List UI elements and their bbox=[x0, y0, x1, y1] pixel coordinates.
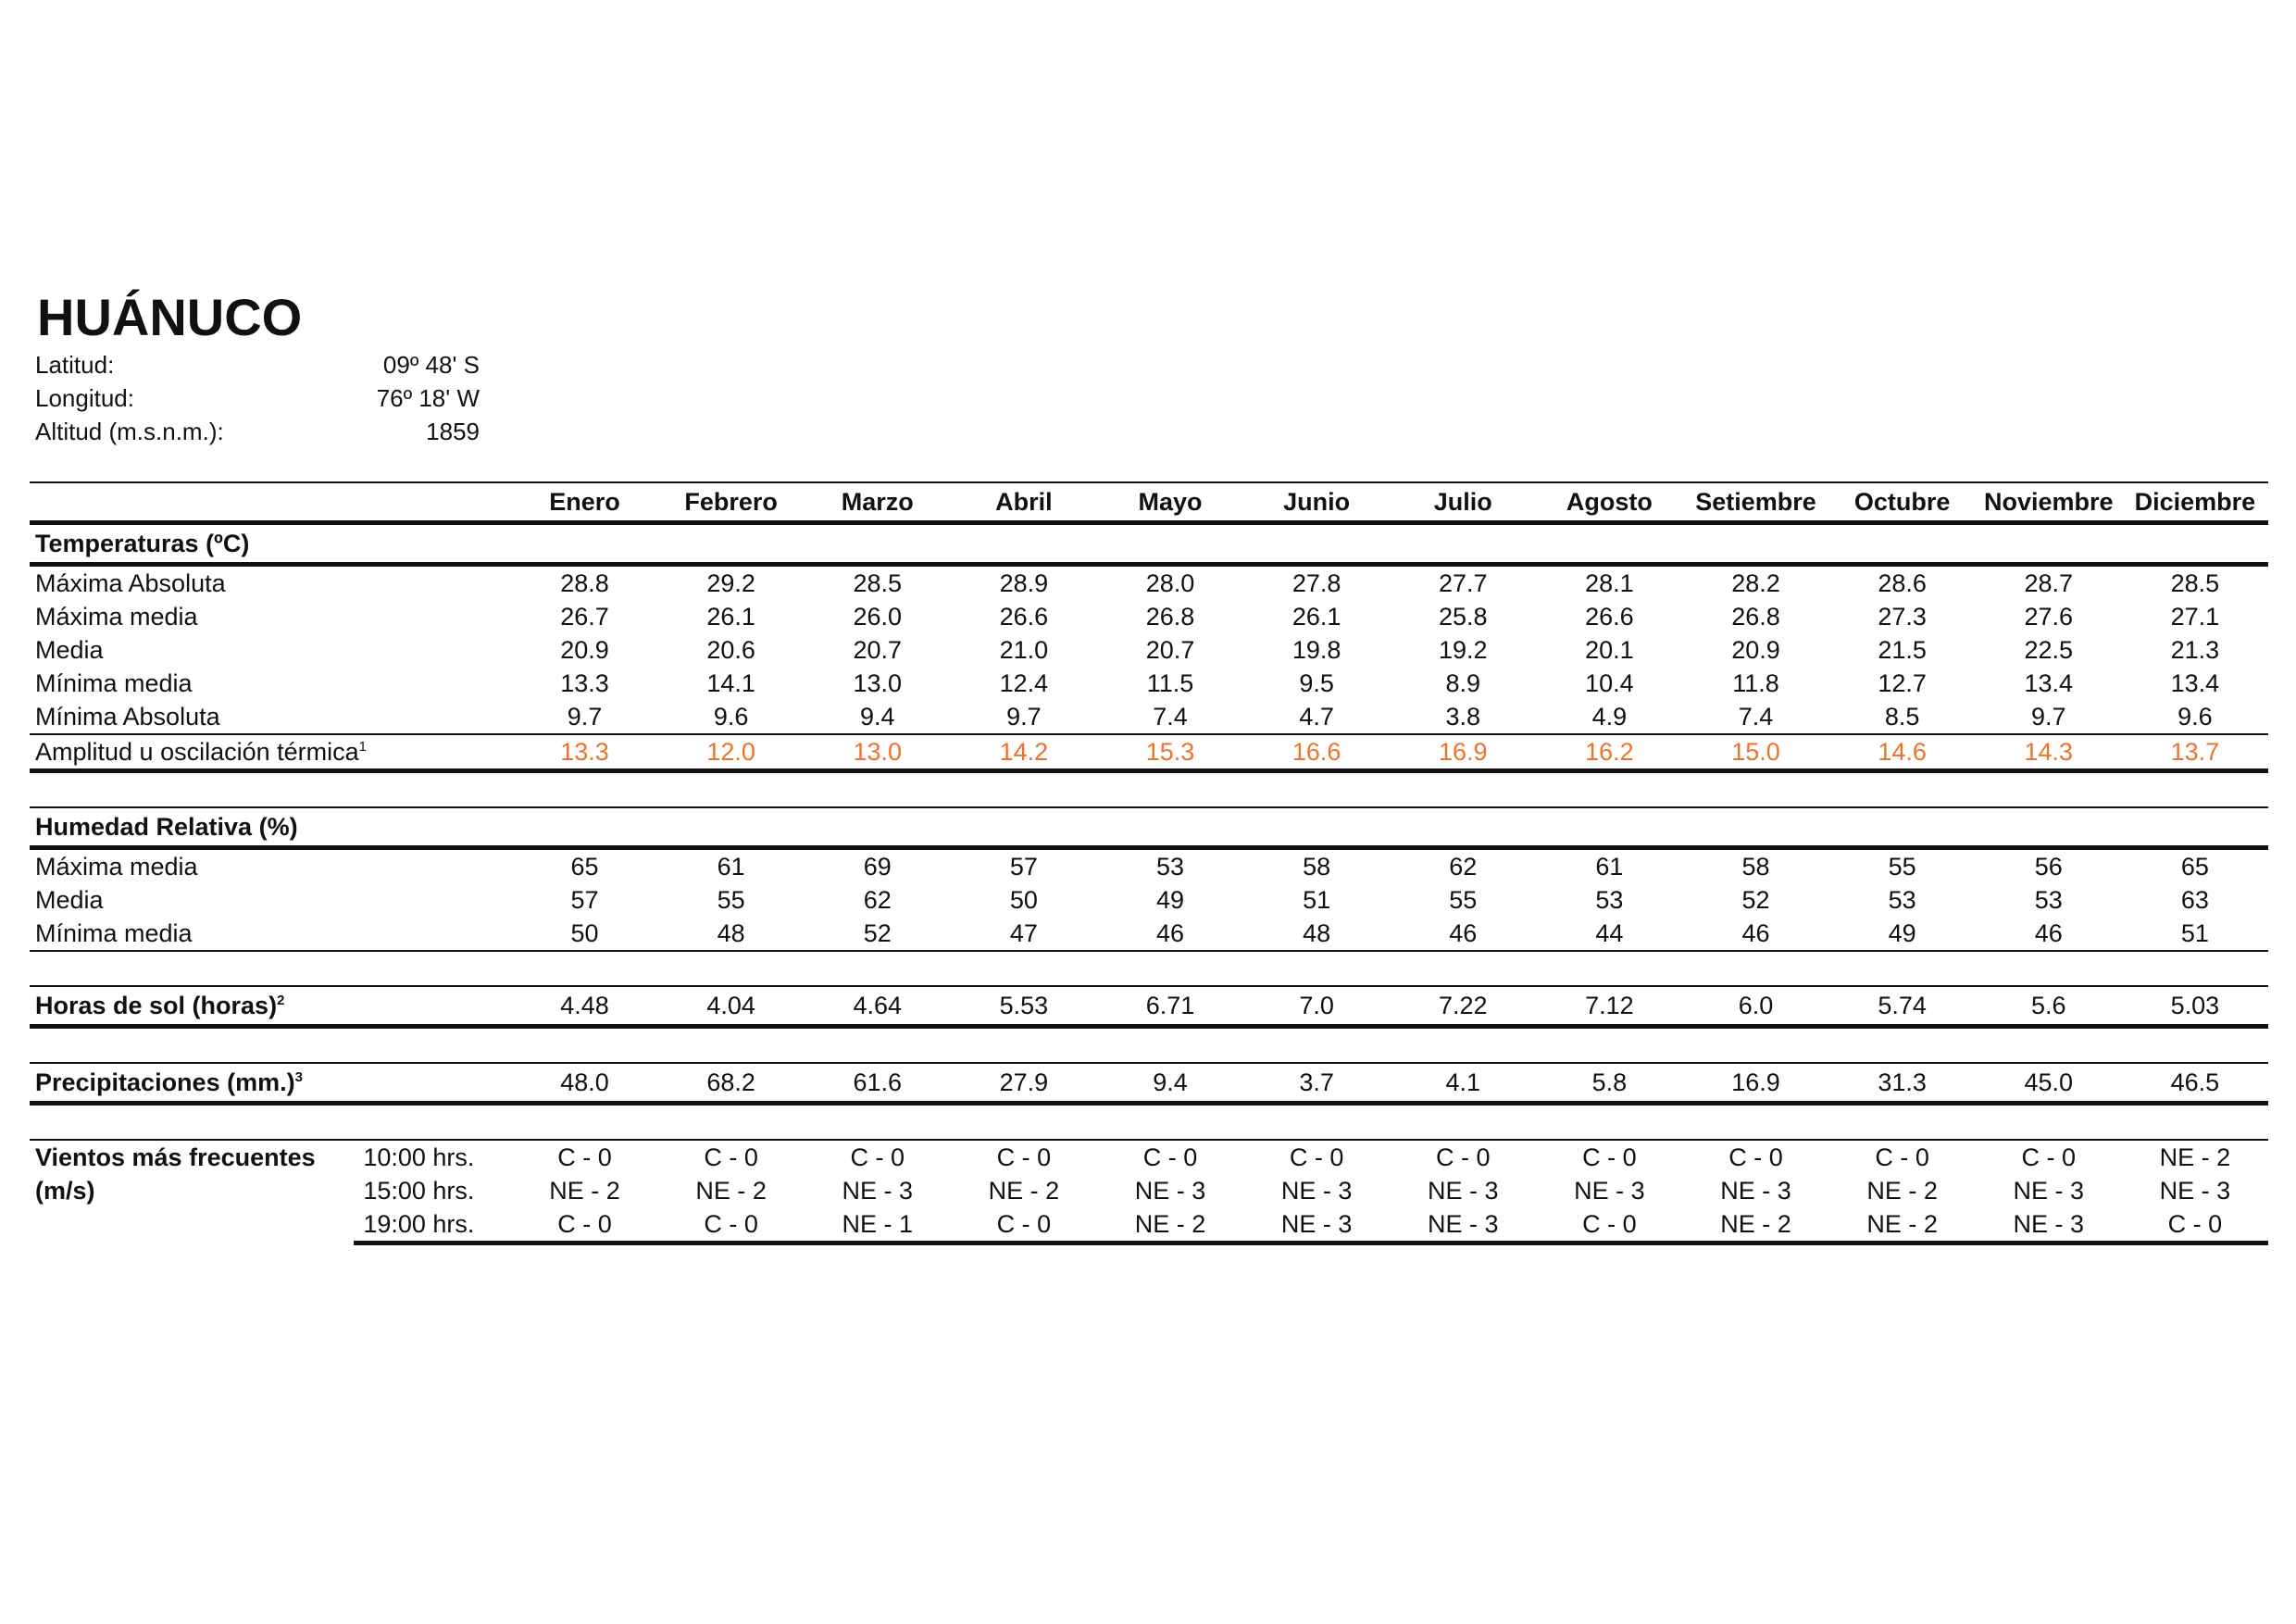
wind-value-mayo: NE - 2 bbox=[1097, 1207, 1243, 1243]
wind-value-diciembre: NE - 3 bbox=[2159, 1177, 2231, 1205]
amplitude-value-agosto: 16.2 bbox=[1536, 734, 1682, 771]
month-header: Diciembre bbox=[2122, 482, 2268, 523]
temperature-value-febrero: 29.2 bbox=[658, 565, 805, 601]
wind-time: 10:00 hrs. bbox=[354, 1140, 511, 1174]
month-header: Marzo bbox=[805, 482, 951, 523]
wind-value-junio: NE - 3 bbox=[1243, 1207, 1390, 1243]
wind-value-enero: C - 0 bbox=[511, 1207, 657, 1243]
temperature-value-enero: 28.8 bbox=[511, 565, 657, 601]
humidity-row bbox=[30, 917, 2268, 951]
precipitation-value-octubre: 31.3 bbox=[1829, 1063, 1976, 1104]
temperature-value-abril: 21.0 bbox=[999, 636, 1049, 664]
precipitation-row bbox=[30, 1063, 2268, 1104]
humidity-value-octubre: 53 bbox=[1888, 886, 1916, 914]
wind-value-diciembre: NE - 2 bbox=[2122, 1140, 2268, 1174]
humidity-value-setiembre: 58 bbox=[1682, 848, 1828, 884]
amplitude-value-julio: 16.9 bbox=[1390, 734, 1536, 771]
humidity-section-header bbox=[30, 807, 2268, 848]
precipitation-value-julio: 4.1 bbox=[1390, 1063, 1536, 1104]
latitude-label: Latitud: bbox=[35, 351, 115, 379]
temperature-value-enero: 26.7 bbox=[560, 603, 609, 631]
wind-value-abril: C - 0 bbox=[951, 1140, 1097, 1174]
temperature-value-diciembre: 9.6 bbox=[2177, 703, 2213, 731]
temperature-value-marzo: 26.0 bbox=[853, 603, 903, 631]
precipitation-value-febrero: 68.2 bbox=[658, 1063, 805, 1104]
humidity-value-octubre: 55 bbox=[1829, 848, 1976, 884]
humidity-value-febrero: 55 bbox=[717, 886, 745, 914]
temperature-value-julio: 19.2 bbox=[1438, 636, 1488, 664]
wind-value-setiembre: NE - 2 bbox=[1682, 1207, 1828, 1243]
temperature-value-noviembre: 27.6 bbox=[2024, 603, 2074, 631]
wind-value-mayo: C - 0 bbox=[1097, 1140, 1243, 1174]
sunshine-value-agosto: 7.12 bbox=[1536, 986, 1682, 1027]
humidity-value-diciembre: 63 bbox=[2180, 886, 2209, 914]
precipitation-label-note: 3 bbox=[294, 1069, 303, 1085]
sunshine-label bbox=[30, 986, 511, 1027]
amplitude-value-mayo: 15.3 bbox=[1097, 734, 1243, 771]
amplitude-row bbox=[30, 734, 2268, 771]
spacer-cell bbox=[30, 771, 2268, 808]
humidity-value-setiembre: 46 bbox=[1682, 917, 1828, 951]
longitude-label: Longitud: bbox=[35, 384, 134, 412]
sunshine-value-enero: 4.48 bbox=[511, 986, 657, 1027]
temperature-value-diciembre: 13.4 bbox=[2170, 669, 2220, 697]
temperature-value-junio: 27.8 bbox=[1243, 565, 1390, 601]
month-header: Julio bbox=[1390, 482, 1536, 523]
temperature-value-setiembre: 11.8 bbox=[1732, 669, 1779, 697]
precipitation-value-marzo: 61.6 bbox=[805, 1063, 951, 1104]
month-header: Noviembre bbox=[1976, 482, 2122, 523]
temperature-value-junio: 19.8 bbox=[1292, 636, 1341, 664]
altitude-value: 1859 bbox=[426, 418, 480, 445]
wind-value-junio: C - 0 bbox=[1243, 1140, 1390, 1174]
wind-value-setiembre: C - 0 bbox=[1682, 1140, 1828, 1174]
temperature-row bbox=[30, 667, 2268, 700]
temperature-value-marzo: 13.0 bbox=[853, 669, 903, 697]
temperature-value-abril: 26.6 bbox=[999, 603, 1049, 631]
humidity-value-julio: 55 bbox=[1449, 886, 1478, 914]
humidity-value-mayo: 53 bbox=[1097, 848, 1243, 884]
temperature-value-agosto: 20.1 bbox=[1585, 636, 1634, 664]
temperature-row-label bbox=[30, 600, 511, 633]
humidity-value-noviembre: 46 bbox=[1976, 917, 2122, 951]
temperature-row-label bbox=[30, 565, 511, 601]
temperature-value-mayo: 20.7 bbox=[1145, 636, 1195, 664]
temperature-row-label bbox=[30, 633, 511, 667]
humidity-row bbox=[30, 883, 2268, 917]
humidity-row-label-text: Media bbox=[35, 886, 104, 914]
amplitude-value-noviembre: 14.3 bbox=[1976, 734, 2122, 771]
sunshine-value-febrero: 4.04 bbox=[658, 986, 805, 1027]
wind-value-marzo: C - 0 bbox=[805, 1140, 951, 1174]
sunshine-value-marzo: 4.64 bbox=[805, 986, 951, 1027]
temperature-value-setiembre: 7.4 bbox=[1738, 703, 1774, 731]
wind-value-octubre: C - 0 bbox=[1829, 1140, 1976, 1174]
wind-row bbox=[30, 1140, 2268, 1174]
humidity-value-enero: 57 bbox=[570, 886, 599, 914]
wind-row bbox=[30, 1174, 2268, 1207]
month-header: Setiembre bbox=[1682, 482, 1828, 523]
month-header: Mayo bbox=[1097, 482, 1243, 523]
wind-value-julio: C - 0 bbox=[1390, 1140, 1536, 1174]
humidity-value-octubre: 49 bbox=[1829, 917, 1976, 951]
wind-value-marzo: NE - 3 bbox=[842, 1177, 913, 1205]
amplitude-label bbox=[30, 734, 511, 771]
temperature-value-abril: 9.7 bbox=[1006, 703, 1042, 731]
temperature-value-enero: 20.9 bbox=[560, 636, 609, 664]
humidity-row-label bbox=[30, 848, 511, 884]
temperature-value-mayo: 28.0 bbox=[1097, 565, 1243, 601]
precipitation-value-enero: 48.0 bbox=[511, 1063, 657, 1104]
sunshine-value-setiembre: 6.0 bbox=[1682, 986, 1828, 1027]
precipitation-value-noviembre: 45.0 bbox=[1976, 1063, 2122, 1104]
sunshine-row bbox=[30, 986, 2268, 1027]
month-header: Abril bbox=[951, 482, 1097, 523]
sunshine-value-diciembre: 5.03 bbox=[2122, 986, 2268, 1027]
humidity-value-abril: 50 bbox=[1009, 886, 1038, 914]
sunshine-label-text: Horas de sol (horas) bbox=[35, 992, 278, 1019]
amplitude-value-marzo: 13.0 bbox=[805, 734, 951, 771]
temperature-value-abril: 12.4 bbox=[999, 669, 1049, 697]
precipitation-value-setiembre: 16.9 bbox=[1682, 1063, 1828, 1104]
humidity-row-label bbox=[30, 917, 511, 951]
humidity-value-setiembre: 52 bbox=[1741, 886, 1770, 914]
latitude-row bbox=[35, 348, 480, 381]
altitude-label: Altitud (m.s.n.m.): bbox=[35, 418, 224, 445]
temperature-value-febrero: 14.1 bbox=[706, 669, 755, 697]
wind-value-enero: C - 0 bbox=[511, 1140, 657, 1174]
precipitation-value-abril: 27.9 bbox=[951, 1063, 1097, 1104]
temperature-value-abril: 28.9 bbox=[951, 565, 1097, 601]
temperature-row-label-text: Máxima Absoluta bbox=[35, 569, 226, 597]
humidity-value-agosto: 53 bbox=[1595, 886, 1624, 914]
humidity-value-abril: 47 bbox=[951, 917, 1097, 951]
wind-time: 15:00 hrs. bbox=[363, 1177, 475, 1205]
amplitude-value-octubre: 14.6 bbox=[1829, 734, 1976, 771]
temperature-value-julio: 3.8 bbox=[1445, 703, 1480, 731]
temperature-value-diciembre: 27.1 bbox=[2170, 603, 2220, 631]
temperature-row-label bbox=[30, 700, 511, 734]
temperature-section-header bbox=[30, 523, 2268, 565]
location-info bbox=[35, 348, 480, 448]
wind-value-julio: NE - 3 bbox=[1427, 1177, 1499, 1205]
temperature-value-noviembre: 22.5 bbox=[2024, 636, 2074, 664]
temperature-value-diciembre: 28.5 bbox=[2122, 565, 2268, 601]
temperature-value-octubre: 21.5 bbox=[1878, 636, 1927, 664]
temperature-value-enero: 13.3 bbox=[560, 669, 609, 697]
station-title: HUÁNUCO bbox=[37, 288, 303, 346]
temperature-value-noviembre: 9.7 bbox=[2030, 703, 2066, 731]
month-header: Agosto bbox=[1536, 482, 1682, 523]
humidity-value-julio: 62 bbox=[1390, 848, 1536, 884]
amplitude-value-junio: 16.6 bbox=[1243, 734, 1390, 771]
amplitude-value-setiembre: 15.0 bbox=[1682, 734, 1828, 771]
wind-value-febrero: C - 0 bbox=[658, 1140, 805, 1174]
temperature-value-setiembre: 20.9 bbox=[1731, 636, 1780, 664]
humidity-value-mayo: 49 bbox=[1155, 886, 1184, 914]
humidity-value-diciembre: 51 bbox=[2122, 917, 2268, 951]
temperature-value-marzo: 28.5 bbox=[805, 565, 951, 601]
wind-value-noviembre: NE - 3 bbox=[1976, 1207, 2122, 1243]
temperature-value-junio: 4.7 bbox=[1299, 703, 1334, 731]
temperature-value-agosto: 10.4 bbox=[1585, 669, 1634, 697]
temperature-value-octubre: 27.3 bbox=[1878, 603, 1927, 631]
temperature-value-setiembre: 26.8 bbox=[1731, 603, 1780, 631]
month-header-row bbox=[30, 482, 2268, 523]
temperature-value-agosto: 26.6 bbox=[1585, 603, 1634, 631]
month-header: Octubre bbox=[1829, 482, 1976, 523]
wind-value-noviembre: NE - 3 bbox=[2013, 1177, 2084, 1205]
wind-value-diciembre: C - 0 bbox=[2122, 1207, 2268, 1243]
amplitude-label-note: 1 bbox=[358, 739, 367, 755]
wind-value-febrero: C - 0 bbox=[658, 1207, 805, 1243]
wind-time: 19:00 hrs. bbox=[354, 1207, 511, 1243]
wind-value-setiembre: NE - 3 bbox=[1720, 1177, 1791, 1205]
temperature-value-noviembre: 28.7 bbox=[1976, 565, 2122, 601]
wind-label: Vientos más frecuentes (m/s) bbox=[30, 1140, 354, 1243]
temperature-value-febrero: 26.1 bbox=[706, 603, 755, 631]
temperature-value-diciembre: 21.3 bbox=[2170, 636, 2220, 664]
sunshine-value-noviembre: 5.6 bbox=[1976, 986, 2122, 1027]
temperature-row-label-text: Mínima Absoluta bbox=[35, 703, 220, 731]
temperature-value-agosto: 4.9 bbox=[1591, 703, 1628, 731]
spacer-cell bbox=[30, 1027, 2268, 1064]
temperature-value-mayo: 26.8 bbox=[1145, 603, 1195, 631]
temperature-value-octubre: 28.6 bbox=[1829, 565, 1976, 601]
humidity-value-marzo: 69 bbox=[805, 848, 951, 884]
temperature-value-noviembre: 13.4 bbox=[2024, 669, 2074, 697]
wind-value-agosto: C - 0 bbox=[1536, 1140, 1682, 1174]
amplitude-value-enero: 13.3 bbox=[511, 734, 657, 771]
wind-value-abril: NE - 2 bbox=[988, 1177, 1060, 1205]
humidity-row bbox=[30, 848, 2268, 884]
temperature-value-junio: 26.1 bbox=[1292, 603, 1341, 631]
precipitation-value-junio: 3.7 bbox=[1243, 1063, 1390, 1104]
temperature-row bbox=[30, 565, 2268, 601]
climate-table-wrapper bbox=[30, 481, 2268, 1245]
humidity-value-febrero: 61 bbox=[658, 848, 805, 884]
wind-value-agosto: NE - 3 bbox=[1574, 1177, 1645, 1205]
humidity-row-label-text: Mínima media bbox=[35, 919, 193, 947]
wind-value-febrero: NE - 2 bbox=[695, 1177, 767, 1205]
humidity-value-marzo: 52 bbox=[805, 917, 951, 951]
temperature-value-marzo: 20.7 bbox=[853, 636, 903, 664]
altitude-row bbox=[35, 415, 480, 448]
temperature-value-setiembre: 28.2 bbox=[1682, 565, 1828, 601]
temperature-row bbox=[30, 700, 2268, 734]
sunshine-value-julio: 7.22 bbox=[1390, 986, 1536, 1027]
spacer-cell bbox=[30, 1104, 2268, 1141]
precipitation-label bbox=[30, 1063, 511, 1104]
precipitation-value-diciembre: 46.5 bbox=[2122, 1063, 2268, 1104]
spacer-row bbox=[30, 771, 2268, 808]
temperature-value-marzo: 9.4 bbox=[859, 703, 895, 731]
precipitation-value-mayo: 9.4 bbox=[1097, 1063, 1243, 1104]
temperature-value-enero: 9.7 bbox=[567, 703, 603, 731]
climate-table bbox=[30, 481, 2268, 1245]
wind-value-octubre: NE - 2 bbox=[1829, 1207, 1976, 1243]
wind-value-junio: NE - 3 bbox=[1280, 1177, 1353, 1205]
humidity-value-noviembre: 56 bbox=[1976, 848, 2122, 884]
month-header: Junio bbox=[1243, 482, 1390, 523]
latitude-value: 09º 48' S bbox=[382, 351, 480, 379]
sunshine-value-abril: 5.53 bbox=[951, 986, 1097, 1027]
humidity-value-enero: 50 bbox=[511, 917, 657, 951]
temperature-section-title: Temperaturas (ºC) bbox=[30, 523, 2268, 565]
spacer-row bbox=[30, 1104, 2268, 1141]
wind-value-octubre: NE - 2 bbox=[1866, 1177, 1938, 1205]
wind-value-noviembre: C - 0 bbox=[1976, 1140, 2122, 1174]
wind-row bbox=[30, 1207, 2268, 1243]
temperature-value-mayo: 7.4 bbox=[1153, 703, 1188, 731]
wind-value-julio: NE - 3 bbox=[1390, 1207, 1536, 1243]
humidity-value-junio: 58 bbox=[1243, 848, 1390, 884]
humidity-value-diciembre: 65 bbox=[2122, 848, 2268, 884]
wind-value-enero: NE - 2 bbox=[549, 1177, 620, 1205]
header-blank bbox=[30, 482, 511, 523]
longitude-row bbox=[35, 381, 480, 415]
precipitation-label-text: Precipitaciones (mm.) bbox=[35, 1068, 295, 1096]
humidity-row-label bbox=[30, 883, 511, 917]
wind-value-abril: C - 0 bbox=[951, 1207, 1097, 1243]
humidity-value-enero: 65 bbox=[511, 848, 657, 884]
temperature-value-julio: 27.7 bbox=[1390, 565, 1536, 601]
temperature-row-label-text: Media bbox=[35, 636, 104, 664]
temperature-row-label-text: Mínima media bbox=[35, 669, 193, 697]
wind-value-agosto: C - 0 bbox=[1536, 1207, 1682, 1243]
temperature-value-octubre: 12.7 bbox=[1878, 669, 1927, 697]
humidity-value-julio: 46 bbox=[1390, 917, 1536, 951]
precipitation-value-agosto: 5.8 bbox=[1536, 1063, 1682, 1104]
temperature-value-julio: 25.8 bbox=[1438, 603, 1488, 631]
sunshine-value-octubre: 5.74 bbox=[1829, 986, 1976, 1027]
amplitude-label-text: Amplitud u oscilación térmica bbox=[35, 738, 359, 766]
humidity-value-mayo: 46 bbox=[1097, 917, 1243, 951]
temperature-value-julio: 8.9 bbox=[1445, 669, 1480, 697]
amplitude-value-febrero: 12.0 bbox=[658, 734, 805, 771]
wind-value-mayo: NE - 3 bbox=[1134, 1177, 1206, 1205]
temperature-row-label bbox=[30, 667, 511, 700]
humidity-value-junio: 51 bbox=[1303, 886, 1331, 914]
humidity-value-junio: 48 bbox=[1243, 917, 1390, 951]
humidity-value-noviembre: 53 bbox=[2034, 886, 2063, 914]
amplitude-value-diciembre: 13.7 bbox=[2122, 734, 2268, 771]
temperature-value-febrero: 20.6 bbox=[706, 636, 755, 664]
temperature-value-octubre: 8.5 bbox=[1884, 703, 1920, 731]
humidity-section-title: Humedad Relativa (%) bbox=[30, 807, 2268, 848]
temperature-row-label-text: Máxima media bbox=[35, 603, 198, 631]
sunshine-value-mayo: 6.71 bbox=[1097, 986, 1243, 1027]
longitude-value: 76º 18' W bbox=[376, 384, 480, 412]
humidity-row-label-text: Máxima media bbox=[35, 853, 198, 881]
humidity-value-agosto: 61 bbox=[1536, 848, 1682, 884]
temperature-row bbox=[30, 633, 2268, 667]
spacer-cell bbox=[30, 951, 2268, 986]
humidity-value-marzo: 62 bbox=[863, 886, 892, 914]
spacer-row bbox=[30, 951, 2268, 986]
temperature-value-mayo: 11.5 bbox=[1146, 669, 1194, 697]
sunshine-value-junio: 7.0 bbox=[1243, 986, 1390, 1027]
humidity-value-agosto: 44 bbox=[1536, 917, 1682, 951]
amplitude-value-abril: 14.2 bbox=[951, 734, 1097, 771]
temperature-value-febrero: 9.6 bbox=[713, 703, 749, 731]
humidity-value-febrero: 48 bbox=[658, 917, 805, 951]
temperature-row bbox=[30, 600, 2268, 633]
spacer-row bbox=[30, 1027, 2268, 1064]
humidity-value-abril: 57 bbox=[951, 848, 1097, 884]
month-header: Enero bbox=[511, 482, 657, 523]
sunshine-label-note: 2 bbox=[277, 993, 285, 1008]
temperature-value-junio: 9.5 bbox=[1299, 669, 1334, 697]
month-header: Febrero bbox=[658, 482, 805, 523]
wind-value-marzo: NE - 1 bbox=[805, 1207, 951, 1243]
temperature-value-agosto: 28.1 bbox=[1536, 565, 1682, 601]
